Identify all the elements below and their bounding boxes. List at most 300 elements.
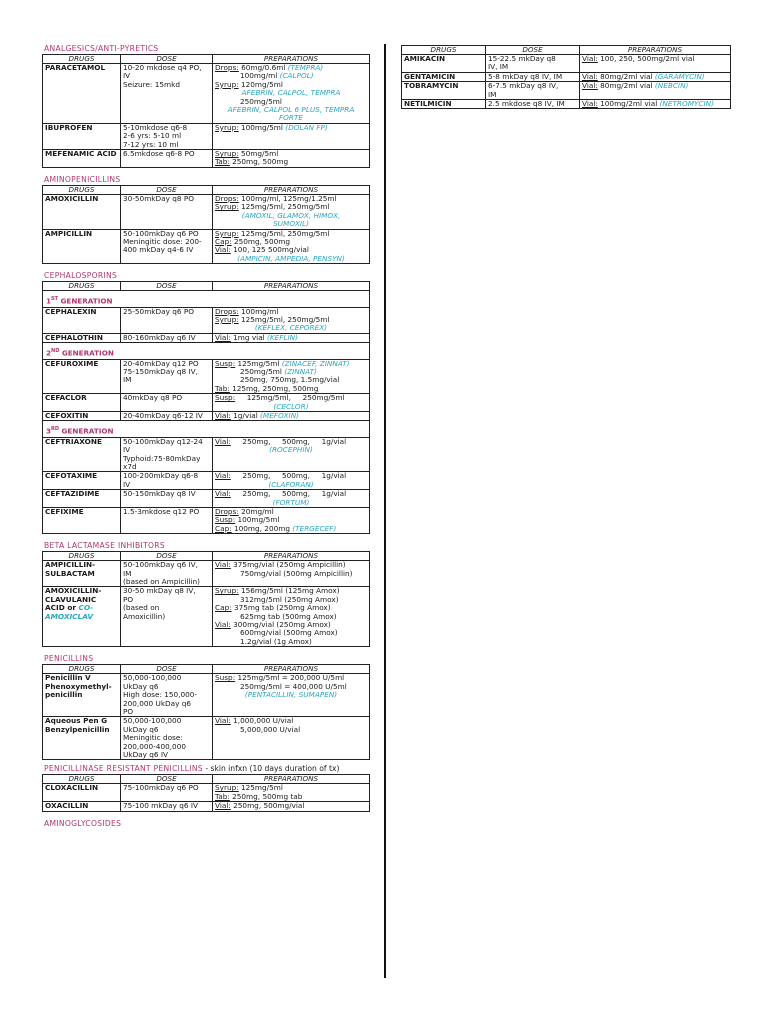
- brand-names: (KEFLIN): [267, 332, 298, 342]
- preparation-line: [215, 412, 367, 420]
- dose-cell: [121, 123, 213, 149]
- dose-cell: [121, 307, 213, 333]
- form-label: Vial:: [215, 801, 231, 811]
- header-dose: DOSE: [121, 282, 213, 291]
- preparation-text: 1mg vial: [230, 332, 268, 342]
- preparation-cell: [580, 82, 731, 100]
- dose-cell: [121, 472, 213, 490]
- header-drugs: DRUGS: [43, 185, 121, 194]
- drug-name-line: Phenoxymethyl-: [45, 681, 112, 691]
- table-row: [43, 437, 370, 472]
- drug-cell: [43, 587, 121, 647]
- brand-names: (NEBCIN): [654, 81, 689, 91]
- form-label: Syrup:: [215, 228, 239, 238]
- dose-line: 50-100mkDay q12-24: [123, 436, 203, 446]
- dose-line: 50,000-100,000: [123, 673, 182, 683]
- brand-names: (DOLAN FP): [285, 122, 328, 132]
- analgesics-table-wrap: [42, 54, 370, 168]
- drug-cell: [43, 561, 121, 587]
- brand-names: (TEMPRA): [287, 63, 324, 72]
- preparation-text: 100, 125 500mg/vial: [230, 245, 309, 255]
- preparation-line: [582, 82, 728, 90]
- dose-line: Meningitic dose:: [123, 733, 183, 743]
- drug-name: CEFUROXIME: [43, 359, 121, 394]
- preparation-line: [215, 802, 367, 810]
- dose-line: 100-200mkDay q6-8: [123, 471, 199, 481]
- form-label: Susp:: [215, 393, 236, 403]
- drug-name-line: Aqueous Pen G: [45, 716, 108, 726]
- brand-names: (CLAFORAN): [268, 479, 314, 489]
- preparation-text: 375mg tab (250mg Amox): [231, 603, 331, 613]
- preparation-cell: [213, 194, 370, 229]
- drug-name: CLOXACILLIN: [43, 784, 121, 802]
- dose-line: 75-100mkDay q6 PO: [123, 783, 199, 793]
- preparation-text: 156mg/5ml (125mg Amox): [238, 586, 340, 596]
- form-label: Drops:: [215, 507, 239, 517]
- form-label: Vial:: [215, 620, 231, 630]
- dose-line: PO: [123, 594, 134, 604]
- header-dose: DOSE: [121, 55, 213, 64]
- preparation-text: 100mg, 200mg: [231, 523, 293, 533]
- preparation-text: 250mg, 500mg, 1g/vial: [230, 489, 347, 499]
- drug-name: CEFTRIAXONE: [43, 437, 121, 472]
- first-generation-label: 1ST GENERATION: [46, 296, 113, 306]
- form-label: Syrup:: [215, 202, 239, 212]
- section-title-aminopenicillins: AMINOPENICILLINS: [44, 174, 121, 184]
- table-row: [43, 307, 370, 333]
- preparation-line: [215, 220, 367, 228]
- drug-name: OXACILLIN: [43, 802, 121, 811]
- preparation-text: 250mg, 500mg: [229, 157, 289, 167]
- table-row: [43, 411, 370, 420]
- brand-names: (ROCEPHIN): [269, 445, 313, 455]
- drug-name: CEFOTAXIME: [43, 472, 121, 490]
- preparation-line: [215, 446, 367, 454]
- brand-names: SUMOXIL): [273, 219, 309, 229]
- preparation-line: [215, 385, 367, 393]
- brand-names: (MEFOXIN): [260, 410, 300, 420]
- dose-cell: [121, 587, 213, 647]
- dose-line: 30-50mkDay q8 PO: [123, 193, 195, 203]
- drug-name: AMOXICILLIN: [43, 194, 121, 229]
- preparation-line: [215, 114, 367, 122]
- dose-line: UkDay q6: [123, 724, 159, 734]
- table-row: [402, 100, 731, 109]
- header-preparations: PREPARATIONS: [213, 55, 370, 64]
- preparation-line: [215, 691, 367, 699]
- preparation-text: 375mg/vial (250mg Ampicillin): [230, 560, 346, 570]
- table-header-row: [43, 282, 370, 291]
- preparation-cell: [213, 490, 370, 508]
- table-row: [43, 229, 370, 264]
- preparation-cell: [213, 394, 370, 412]
- brand-names: (TERGECEF): [292, 523, 337, 533]
- preparation-cell: [213, 150, 370, 168]
- drug-cell: [43, 674, 121, 717]
- section-title-penicillinase: PENICILLINASE RESISTANT PENICILLINS - skin infxn (10 days duration of tx): [44, 764, 340, 774]
- dose-line: 200,000 UkDay q6: [123, 698, 192, 708]
- preparation-text: 625mg tab (500mg Amox): [240, 611, 337, 621]
- brand-names: (AMPICIN, AMPEDIA, PENSYN): [237, 253, 345, 263]
- dose-line: PO: [123, 706, 134, 716]
- dose-line: Typhoid:75-80mkDay: [123, 453, 201, 463]
- gen3-rows: [43, 437, 370, 533]
- form-label: Syrup:: [215, 122, 239, 132]
- drug-name: PARACETAMOL: [43, 64, 121, 124]
- penicillins-table-wrap: [42, 664, 370, 760]
- form-label: Vial:: [215, 436, 231, 446]
- preparation-text: 100mg/2ml vial: [597, 99, 660, 109]
- preparation-cell: [580, 100, 731, 109]
- dose-line: 30-50 mkDay q8 IV,: [123, 586, 196, 596]
- preparation-line: [215, 525, 367, 533]
- section-title-analgesics: ANALGESICS/ANTI-PYRETICS: [44, 44, 159, 53]
- form-label: Tab:: [215, 157, 230, 167]
- preparation-line: [215, 158, 367, 166]
- preparation-text: 125mg, 250mg, 500mg: [229, 383, 319, 393]
- preparation-text: 5,000,000 U/vial: [240, 724, 301, 734]
- drug-name: AMPICILLIN: [43, 229, 121, 264]
- dose-line: 2-6 yrs: 5-10 ml: [123, 131, 182, 141]
- dose-cell: [486, 100, 580, 109]
- header-drugs: DRUGS: [43, 282, 121, 291]
- form-label: Susp:: [215, 673, 236, 683]
- dose-line: IM: [123, 568, 132, 578]
- form-label: Vial:: [582, 71, 598, 81]
- dose-cell: [121, 437, 213, 472]
- brand-names: (FORTUM): [272, 497, 310, 507]
- preparation-line: [215, 481, 367, 489]
- drug-name: CEPHALEXIN: [43, 307, 121, 333]
- table-row: [43, 472, 370, 490]
- cephalosporins-table: [42, 281, 370, 534]
- preparation-line: [215, 726, 367, 734]
- preparation-text: 60mg/0.6ml: [238, 63, 288, 72]
- table-row: [43, 674, 370, 717]
- preparation-text: 100mg/ml: [238, 306, 279, 316]
- preparation-text: 80mg/2ml vial: [597, 71, 655, 81]
- drug-name-part: ACID or: [45, 603, 79, 613]
- dose-line: Meningitic dose: 200-: [123, 236, 202, 246]
- header-drugs: DRUGS: [43, 775, 121, 784]
- preparation-line: [215, 638, 367, 646]
- header-preparations: PREPARATIONS: [213, 775, 370, 784]
- dose-line: 50,000-100,000: [123, 716, 182, 726]
- penicillinase-table-wrap: [42, 774, 370, 811]
- form-label: Syrup:: [215, 79, 239, 89]
- brand-names: AFEBRIN, CALPOL, TEMPRA: [241, 88, 341, 98]
- drug-name-line: penicillin: [45, 690, 83, 700]
- preparation-cell: [213, 784, 370, 802]
- penicillinase-note: - skin infxn (10 days duration of tx): [202, 764, 340, 774]
- preparation-text: 100mg/5ml: [238, 122, 286, 132]
- form-label: Cap:: [215, 603, 232, 613]
- section-title-beta-lactamase: BETA LACTAMASE INHIBITORS: [44, 541, 165, 551]
- preparation-line: [215, 324, 367, 332]
- preparation-cell: [580, 55, 731, 73]
- table-row: [43, 587, 370, 647]
- form-label: Vial:: [215, 716, 231, 726]
- dose-line: 400 mkDay q4-6 IV: [123, 245, 194, 255]
- preparation-text: 250mg, 500mg/vial: [230, 801, 305, 811]
- form-label: Drops:: [215, 306, 239, 316]
- dose-line: IM: [123, 375, 132, 385]
- dose-line: 200,000-400,000: [123, 741, 186, 751]
- header-dose: DOSE: [121, 185, 213, 194]
- preparation-text: 80mg/2ml vial: [597, 81, 655, 91]
- dose-line: 5-8 mkDay q8 IV, IM: [488, 71, 563, 81]
- preparation-text: 100mg/ml, 125mg/1.25ml: [238, 193, 337, 203]
- table-row: [402, 82, 731, 100]
- preparation-text: 1g/vial: [230, 410, 261, 420]
- header-dose: DOSE: [121, 552, 213, 561]
- form-label: Susp:: [215, 358, 236, 368]
- table-row: [43, 123, 370, 149]
- preparation-text: 312mg/5ml (250mg Amox): [240, 594, 339, 604]
- dose-line: 6.5mkdose q6-8 PO: [123, 149, 195, 159]
- preparation-line: [582, 100, 728, 108]
- dose-line: IV, IM: [488, 62, 509, 72]
- form-label: Vial:: [582, 99, 598, 109]
- dose-line: 80-160mkDay q6 IV: [123, 332, 196, 342]
- form-label: Syrup:: [215, 586, 239, 596]
- brand-names: (GARAMYCIN): [654, 71, 705, 81]
- header-drugs: DRUGS: [43, 55, 121, 64]
- preparation-cell: [213, 333, 370, 342]
- preparation-cell: [213, 717, 370, 760]
- table-row: [43, 394, 370, 412]
- preparation-line: [215, 793, 367, 801]
- form-label: Susp:: [215, 515, 236, 525]
- header-dose: DOSE: [121, 775, 213, 784]
- preparation-text: 125mg/5ml, 250mg/5ml: [238, 314, 330, 324]
- preparation-line: [215, 570, 367, 578]
- aminoglycosides-table: [401, 45, 731, 109]
- form-label: Syrup:: [215, 149, 239, 159]
- dose-cell: [121, 194, 213, 229]
- brand-names: AFEBRIN, CALPOL 6 PLUS, TEMPRA: [227, 105, 355, 115]
- dose-line: Amoxicillin): [123, 611, 166, 621]
- dose-cell: [121, 229, 213, 264]
- preparation-cell: [213, 437, 370, 472]
- drug-name-line: AMPICILLIN-: [45, 560, 96, 570]
- table-row: [43, 508, 370, 534]
- dose-cell: [486, 55, 580, 73]
- dose-line: 40mkDay q8 PO: [123, 393, 183, 403]
- preparation-cell: [213, 561, 370, 587]
- preparation-text: 100mg/ml: [240, 71, 280, 81]
- dose-line: 50-150mkDay q8 IV: [123, 489, 196, 499]
- preparation-text: 250mg/5ml = 400,000 U/5ml: [240, 681, 347, 691]
- preparation-text: 250mg, 500mg: [231, 236, 290, 246]
- header-preparations: PREPARATIONS: [213, 665, 370, 674]
- preparation-line: [215, 255, 367, 263]
- dose-line: 1.5-3mkdose q12 PO: [123, 507, 200, 517]
- dose-cell: [121, 490, 213, 508]
- header-preparations: PREPARATIONS: [213, 185, 370, 194]
- column-divider: [384, 44, 386, 978]
- gen2-rows: [43, 359, 370, 421]
- form-label: Cap:: [215, 523, 232, 533]
- dose-cell: [121, 508, 213, 534]
- dose-line: 10-20 mkdose q4 PO,: [123, 63, 202, 72]
- gen1-rows: [43, 307, 370, 343]
- dose-line: Seizure: 15mkd: [123, 79, 180, 89]
- preparation-line: [215, 499, 367, 507]
- drug-name-line: AMOXICLAV: [45, 611, 93, 621]
- preparation-text: 250mg, 500mg, 1g/vial: [230, 436, 347, 446]
- dose-line: High dose: 150,000-: [123, 690, 198, 700]
- form-label: Vial:: [582, 54, 598, 63]
- brand-names: (NETROMYCIN): [659, 99, 714, 109]
- drug-name: CEFIXIME: [43, 508, 121, 534]
- preparation-line: [215, 403, 367, 411]
- form-label: Vial:: [215, 560, 231, 570]
- dose-line: 75-100 mkDay q6 IV: [123, 801, 198, 811]
- drug-name: GENTAMICIN: [402, 72, 486, 81]
- section-title-cephalosporins: CEPHALOSPORINS: [44, 271, 118, 281]
- analgesics-table: [42, 54, 370, 168]
- preparation-text: 125mg/5ml, 250mg/5ml: [238, 228, 330, 238]
- header-dose: DOSE: [121, 665, 213, 674]
- dose-line: (based on: [123, 603, 160, 613]
- form-label: Drops:: [215, 63, 239, 72]
- preparation-cell: [213, 472, 370, 490]
- drug-name: IBUPROFEN: [43, 123, 121, 149]
- preparation-text: 125mg/5ml, 250mg/5ml: [238, 202, 330, 212]
- preparation-text: 250mg/5ml: [240, 366, 285, 376]
- drug-name-line: AMOXICILLIN-: [45, 586, 102, 596]
- form-label: Cap:: [215, 236, 232, 246]
- preparation-text: 20mg/ml: [238, 507, 274, 517]
- penicillinase-table: [42, 774, 370, 811]
- dose-line: 15-22.5 mkDay q8: [488, 54, 556, 63]
- dose-line: UkDay q6: [123, 681, 159, 691]
- preparation-text: 100mg/5ml: [235, 515, 280, 525]
- preparation-line: [582, 55, 728, 63]
- dose-cell: [121, 802, 213, 811]
- drug-name-line: Penicillin V: [45, 673, 91, 683]
- generation-row: [43, 291, 370, 307]
- dose-cell: [121, 64, 213, 124]
- table-row: [43, 784, 370, 802]
- preparation-cell: [213, 508, 370, 534]
- preparation-line: [582, 73, 728, 81]
- header-preparations: PREPARATIONS: [580, 46, 731, 55]
- second-generation-label: 2ND GENERATION: [46, 348, 114, 358]
- brand-names: (PENTACILLIN, SUMAPEN): [244, 690, 338, 700]
- table-row: [43, 802, 370, 811]
- table-row: [43, 561, 370, 587]
- preparation-text: 250mg, 750mg, 1.5mg/vial: [240, 375, 340, 385]
- drug-name: CEFOXITIN: [43, 411, 121, 420]
- brand-names: (ZINACEF, ZINNAT): [281, 358, 350, 368]
- preparation-text: 125mg/5ml = 200,000 U/5ml: [235, 673, 345, 683]
- table-row: [43, 717, 370, 760]
- form-label: Vial:: [582, 81, 598, 91]
- dose-line: 20-40mkDay q12 PO: [123, 358, 199, 368]
- beta-table-wrap: [42, 551, 370, 647]
- preparation-text: 120mg/5ml: [238, 79, 283, 89]
- left-column: [42, 44, 370, 829]
- dose-line: IM: [488, 89, 497, 99]
- dose-line: 75-150mkDay q8 IV,: [123, 366, 198, 376]
- header-dose: DOSE: [486, 46, 580, 55]
- preparation-cell: [213, 674, 370, 717]
- generation-row: [43, 421, 370, 437]
- drug-name-line: Benzylpenicillin: [45, 724, 110, 734]
- form-label: Drops:: [215, 193, 239, 203]
- form-label: Tab:: [215, 791, 230, 801]
- section-title-aminoglycosides: AMINOGLYCOSIDES: [44, 818, 122, 828]
- dose-cell: [121, 333, 213, 342]
- dose-line: 6-7.5 mkDay q8 IV,: [488, 81, 559, 91]
- preparation-line: [215, 334, 367, 342]
- table-row: [402, 55, 731, 73]
- dose-cell: [121, 359, 213, 394]
- preparation-text: 250mg, 500mg tab: [229, 791, 303, 801]
- drug-name: CEPHALOTHIN: [43, 333, 121, 342]
- dose-cell: [121, 411, 213, 420]
- aminopenicillins-table-wrap: [42, 185, 370, 264]
- form-label: Syrup:: [215, 783, 239, 793]
- dose-cell: [486, 82, 580, 100]
- preparation-line: [215, 89, 367, 97]
- dose-cell: [121, 561, 213, 587]
- form-label: Vial:: [215, 489, 231, 499]
- dose-cell: [121, 150, 213, 168]
- preparation-text: 250mg, 500mg, 1g/vial: [230, 471, 347, 481]
- form-label: Vial:: [215, 245, 231, 255]
- dose-line: IV: [123, 479, 131, 489]
- drug-name: TOBRAMYCIN: [402, 82, 486, 100]
- dose-line: 5-10mkdose q6-8: [123, 122, 188, 132]
- generation-row: [43, 343, 370, 359]
- section-title-penicillins: PENICILLINS: [44, 654, 94, 664]
- drug-name-line: CLAVULANIC: [45, 594, 97, 604]
- preparation-text: 50mg/5ml: [238, 149, 279, 159]
- preparation-text: 750mg/vial (500mg Ampicillin): [240, 568, 353, 578]
- dose-line: (based on Ampicillin): [123, 577, 200, 587]
- preparation-text: 1,000,000 U/vial: [230, 716, 294, 726]
- form-label: Vial:: [215, 410, 231, 420]
- brand-names: (AMOXIL, GLAMOX, HIMOX,: [241, 210, 341, 220]
- brand-names: (ZINNAT): [284, 366, 317, 376]
- brand-names: (KEFLEX, CEPOREX): [254, 323, 328, 333]
- aminopenicillins-table: [42, 185, 370, 264]
- drug-name-alias: CO-: [78, 603, 94, 613]
- form-label: Vial:: [215, 332, 231, 342]
- header-preparations: PREPARATIONS: [213, 552, 370, 561]
- preparation-line: [215, 124, 367, 132]
- drug-name: AMIKACIN: [402, 55, 486, 73]
- dose-cell: [121, 674, 213, 717]
- third-generation-label: 3RD GENERATION: [46, 426, 114, 436]
- form-label: Tab:: [215, 383, 230, 393]
- drug-name: CEFACLOR: [43, 394, 121, 412]
- table-row: [43, 194, 370, 229]
- preparation-text: 600mg/vial (500mg Amox): [240, 628, 338, 638]
- form-label: Syrup:: [215, 314, 239, 324]
- preparation-cell: [213, 123, 370, 149]
- preparation-text: 125mg/5ml: [235, 358, 282, 368]
- brand-names: FORTE: [278, 113, 304, 123]
- dose-line: 2.5 mkdose q8 IV, IM: [488, 99, 565, 109]
- preparation-cell: [213, 229, 370, 264]
- dose-cell: [121, 784, 213, 802]
- dose-line: x7d: [123, 461, 137, 471]
- table-row: [43, 333, 370, 342]
